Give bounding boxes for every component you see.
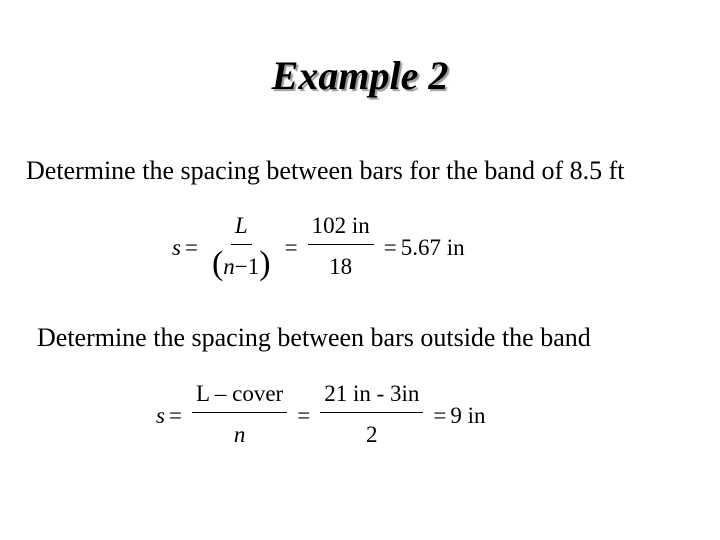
prompt-outside-spacing: Determine the spacing between bars outside the band [37,323,591,352]
right-paren: ) [259,245,271,282]
eq2-equals-1: = [168,402,182,428]
eq1-one: 1 [247,254,260,279]
eq2-lhs: s [156,402,165,428]
prompt-band-spacing: Determine the spacing between bars for the band of 8.5 ft [26,156,625,185]
equation-band-spacing [172,210,465,285]
eq1-equals-2: = [284,234,298,260]
eq1-fraction-2-numerator: 102 in [308,210,374,245]
eq1-lhs: s [172,234,181,260]
equation-outside-spacing [156,378,486,453]
eq1-fraction-2-denominator: 18 [329,254,353,279]
slide-title: Example 2 [271,53,449,98]
eq2-equals-3: = [433,402,447,428]
eq1-equals-1: = [184,234,198,260]
eq2-fraction-1-numerator: L – cover [192,378,287,413]
eq1-fraction-1 [208,210,275,285]
eq2-equals-2: = [297,402,311,428]
eq1-fraction-1-denominator [208,245,275,285]
eq2-fraction-1-denominator: n [233,422,246,447]
eq2-fraction-2 [320,378,423,453]
eq1-fraction-1-numerator: L [231,210,252,245]
eq2-result: 9 in [450,402,486,428]
eq1-minus: − [234,254,248,279]
eq2-fraction-2-denominator: 2 [366,422,378,447]
eq1-fraction-2 [308,210,374,285]
eq2-fraction-1 [192,378,287,453]
eq1-equals-3: = [383,234,397,260]
eq1-n: n [223,254,235,279]
left-paren: ( [211,245,224,282]
eq2-fraction-2-numerator: 21 in - 3in [320,378,423,413]
eq1-result: 5.67 in [400,234,465,260]
